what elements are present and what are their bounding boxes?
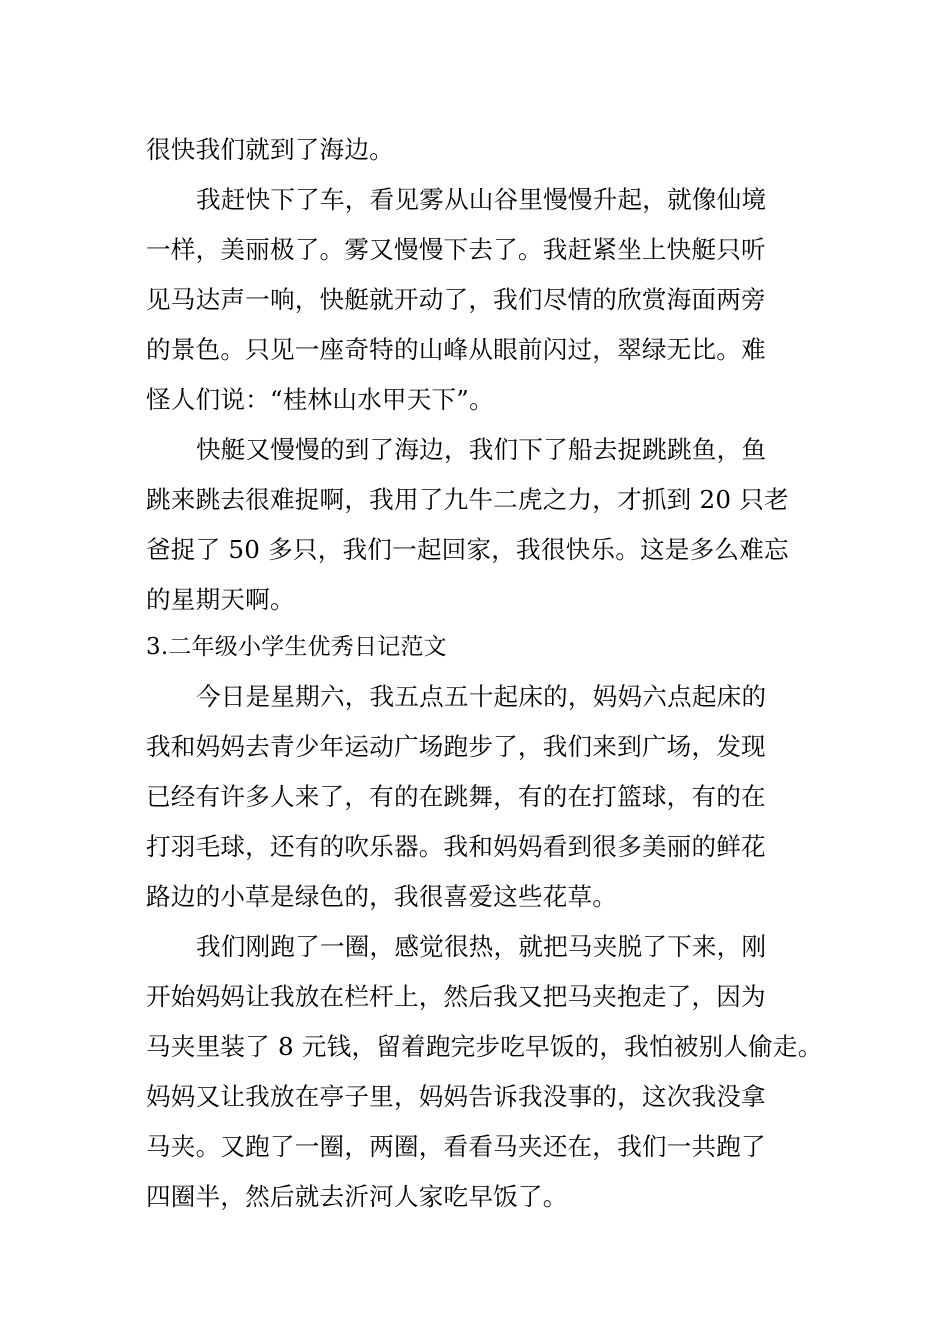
paragraph-line: 妈妈又让我放在亭子里，妈妈告诉我没事的，这次我没拿 bbox=[146, 1082, 766, 1111]
paragraph-line: 很快我们就到了海边。 bbox=[146, 135, 394, 164]
paragraph-line: 我赶快下了车，看见雾从山谷里慢慢升起，就像仙境 bbox=[196, 185, 767, 214]
paragraph-line: 一样，美丽极了。雾又慢慢下去了。我赶紧坐上快艇只听 bbox=[146, 235, 766, 264]
paragraph-line: 的景色。只见一座奇特的山峰从眼前闪过，翠绿无比。难 bbox=[146, 335, 766, 364]
paragraph-line: 马夹里装了 8 元钱，留着跑完步吃早饭的，我怕被别人偷走。 bbox=[146, 1032, 823, 1061]
paragraph-line: 我和妈妈去青少年运动广场跑步了，我们来到广场，发现 bbox=[146, 732, 766, 761]
paragraph-line: 快艇又慢慢的到了海边，我们下了船去捉跳跳鱼，鱼 bbox=[196, 435, 767, 464]
paragraph-line: 打羽毛球，还有的吹乐器。我和妈妈看到很多美丽的鲜花 bbox=[146, 832, 766, 861]
paragraph-line: 爸捉了 50 多只，我们一起回家，我很快乐。这是多么难忘 bbox=[146, 535, 789, 564]
paragraph-line: 怪人们说：“桂林山水甲天下”。 bbox=[146, 385, 494, 414]
paragraph-line: 我们刚跑了一圈，感觉很热，就把马夹脱了下来，刚 bbox=[196, 932, 767, 961]
paragraph-line: 四圈半，然后就去沂河人家吃早饭了。 bbox=[146, 1182, 568, 1211]
paragraph-line: 今日是星期六，我五点五十起床的，妈妈六点起床的 bbox=[196, 682, 767, 711]
paragraph-line: 见马达声一响，快艇就开动了，我们尽情的欣赏海面两旁 bbox=[146, 285, 766, 314]
paragraph-line: 已经有许多人来了，有的在跳舞，有的在打篮球，有的在 bbox=[146, 782, 766, 811]
paragraph-line: 的星期天啊。 bbox=[146, 585, 295, 614]
paragraph-line: 跳来跳去很难捉啊，我用了九牛二虎之力，才抓到 20 只老 bbox=[146, 485, 789, 514]
section-heading: 3.二年级小学生优秀日记范文 bbox=[146, 634, 447, 660]
paragraph-line: 开始妈妈让我放在栏杆上，然后我又把马夹抱走了，因为 bbox=[146, 982, 766, 1011]
paragraph-line: 路边的小草是绿色的，我很喜爱这些花草。 bbox=[146, 882, 618, 911]
paragraph-line: 马夹。又跑了一圈，两圈，看看马夹还在，我们一共跑了 bbox=[146, 1132, 766, 1161]
